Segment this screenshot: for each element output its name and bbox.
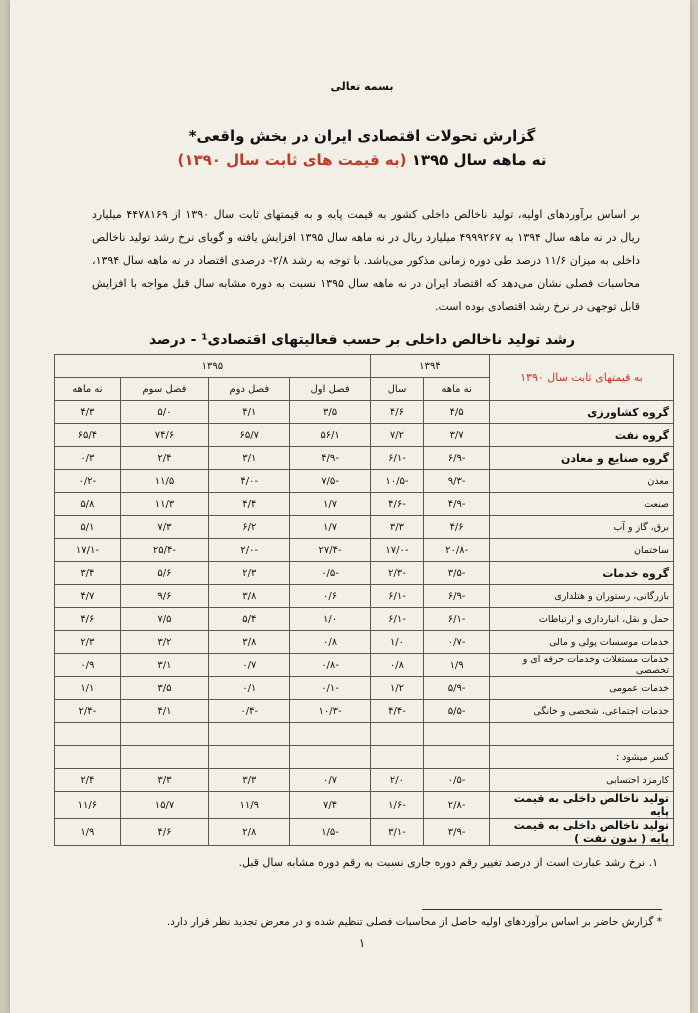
- table-cell: -۰/۵: [424, 769, 490, 792]
- table-cell: -۵/۹: [424, 677, 490, 700]
- table-cell: -۷/۵: [290, 470, 370, 493]
- table-cell: ۲/۴: [120, 447, 208, 470]
- table-cell: ۳/۴: [55, 562, 121, 585]
- table-cell: ۴/۵: [424, 401, 490, 424]
- period-header: فصل سوم: [120, 378, 208, 401]
- table-cell: -۶/۱: [424, 608, 490, 631]
- row-label: گروه صنایع و معادن: [490, 447, 674, 470]
- table-cell: ۳/۸: [209, 585, 290, 608]
- table-cell: ۱/۰: [290, 608, 370, 631]
- row-label: خدمات عمومی: [490, 677, 674, 700]
- table-cell: [370, 723, 424, 746]
- row-label: خدمات موسسات پولی و مالی: [490, 631, 674, 654]
- table-cell: ۳/۵: [290, 401, 370, 424]
- table-row: [55, 447, 674, 470]
- table-cell: -۶/۹: [424, 447, 490, 470]
- intro-paragraph: بر اساس برآوردهای اولیه، تولید ناخالص داخلی کشور به قیمت پایه و به قیمتهای ثابت سال ۱۳۹۰ از ۴۴۷۸۱۶۹ میلیارد ریال در نه ماهه سال ۱۳۹۴ به ۴۹۹۹۲۶۷ میلیارد ریال در نه ماهه سال ۱۳۹۵ افزایش یافته و گویای نرخ رشد تولید ناخالص داخلی به میزان ۱۱/۶ درصد طی دوره زمانی مذکور می‌باشد. با توجه به رشد ۲/۸- درصدی اقتصاد در نه ماهه سال ۱۳۹۴، محاسبات فصلی نشان می‌دهد که اقتصاد ایران در نه ماهه سال ۱۳۹۵ نسبت به دوره مشابه سال قبل مواجه با افزایش قابل توجهی در نرخ رشد اقتصادی بوده است.: [92, 208, 641, 313]
- year-1394-header: ۱۳۹۴: [370, 355, 489, 378]
- table-cell: [120, 723, 208, 746]
- table-cell: ۰/۸: [370, 654, 424, 677]
- table-cell: ۴/۶: [120, 819, 208, 846]
- row-label: معدن: [490, 470, 674, 493]
- table-cell: ۷/۳: [120, 516, 208, 539]
- table-cell: ۲/۰: [370, 769, 424, 792]
- table-cell: -۰/۲: [55, 470, 121, 493]
- table-cell: [424, 723, 490, 746]
- table-cell: [290, 746, 370, 769]
- table-cell: -۰/۸: [290, 654, 370, 677]
- table-cell: -۲۷/۴: [290, 539, 370, 562]
- table-cell: [55, 723, 121, 746]
- period-header: فصل دوم: [209, 378, 290, 401]
- table-cell: -۲/۴: [55, 700, 121, 723]
- table-cell: -۶/۱: [370, 608, 424, 631]
- table-row: [55, 516, 674, 539]
- table-cell: ۵/۱: [55, 516, 121, 539]
- row-label: گروه خدمات: [490, 562, 674, 585]
- table-cell: -۳/۵: [424, 562, 490, 585]
- table-cell: ۶۵/۴: [55, 424, 121, 447]
- table-cell: -۴/۰: [209, 470, 290, 493]
- table-cell: ۲/۴: [55, 769, 121, 792]
- table-cell: -۴/۹: [290, 447, 370, 470]
- table-cell: ۷/۲: [370, 424, 424, 447]
- row-label: تولید ناخالص داخلی به قیمت پایه: [490, 792, 674, 819]
- table-cell: ۷۴/۶: [120, 424, 208, 447]
- table-cell: ۴/۳: [55, 401, 121, 424]
- table-cell: ۶/۲: [209, 516, 290, 539]
- row-label: گروه نفت: [490, 424, 674, 447]
- table-cell: ۱/۷: [290, 493, 370, 516]
- table-cell: ۷/۵: [120, 608, 208, 631]
- table-cell: ۵۶/۱: [290, 424, 370, 447]
- footnote-divider: [422, 909, 662, 910]
- table-cell: ۵/۰: [120, 401, 208, 424]
- period-header: نه ماهه: [55, 378, 121, 401]
- table-cell: [290, 723, 370, 746]
- table-cell: ۵/۶: [120, 562, 208, 585]
- table-cell: -۴/۴: [370, 700, 424, 723]
- table-row: [55, 401, 674, 424]
- table-cell: -۶/۹: [424, 585, 490, 608]
- row-label: ساختمان: [490, 539, 674, 562]
- table-cell: ۱/۹: [55, 819, 121, 846]
- row-label: خدمات اجتماعی، شخصی و خانگی: [490, 700, 674, 723]
- table-row: [55, 700, 674, 723]
- row-label: بازرگانی، رستوران و هتلداری: [490, 585, 674, 608]
- table-row: [55, 585, 674, 608]
- table-cell: -۴/۹: [424, 493, 490, 516]
- table-cell: ۰/۶: [290, 585, 370, 608]
- table-cell: ۱۵/۷: [120, 792, 208, 819]
- table-cell: -۱۷/۰: [370, 539, 424, 562]
- table-cell: [370, 746, 424, 769]
- table-cell: ۴/۶: [424, 516, 490, 539]
- table-row: [55, 769, 674, 792]
- report-subtitle: [62, 151, 662, 169]
- table-cell: -۲۵/۴: [120, 539, 208, 562]
- table-cell: ۴/۶: [370, 401, 424, 424]
- table-cell: ۱/۰: [370, 631, 424, 654]
- table-cell: ۳/۱: [209, 447, 290, 470]
- report-page: [62, 70, 669, 950]
- row-label: کارمزد احتسابی: [490, 769, 674, 792]
- table-row: [55, 539, 674, 562]
- table-cell: ۴/۴: [209, 493, 290, 516]
- row-label: خدمات مستغلات وخدمات حرفه ای و تخصصی: [490, 654, 674, 677]
- table-cell: ۵/۸: [55, 493, 121, 516]
- table-cell: ۴/۷: [55, 585, 121, 608]
- table-cell: [120, 746, 208, 769]
- table-cell: ۳/۳: [209, 769, 290, 792]
- table-cell: ۱۱/۹: [209, 792, 290, 819]
- table-cell: -۱۰/۳: [290, 700, 370, 723]
- table-cell: [209, 746, 290, 769]
- table-cell: ۰/۱: [209, 677, 290, 700]
- table-cell: -۲/۰: [209, 539, 290, 562]
- year-1395-header: ۱۳۹۵: [55, 355, 371, 378]
- table-row: [55, 470, 674, 493]
- table-cell: -۶/۱: [370, 585, 424, 608]
- period-header: سال: [370, 378, 424, 401]
- table-cell: [55, 746, 121, 769]
- table-cell: ۵/۴: [209, 608, 290, 631]
- table-row: [55, 424, 674, 447]
- table-row: [55, 819, 674, 846]
- table-cell: -۰/۱: [290, 677, 370, 700]
- table-cell: -۱/۶: [370, 792, 424, 819]
- table-row: [55, 677, 674, 700]
- table-cell: ۰/۷: [209, 654, 290, 677]
- table-row: [55, 746, 674, 769]
- table-cell: -۹/۳: [424, 470, 490, 493]
- basmala: بسمه تعالی: [330, 80, 394, 93]
- table-cell: ۱/۷: [290, 516, 370, 539]
- table-cell: -۰/۷: [424, 631, 490, 654]
- table-cell: ۰/۳: [55, 447, 121, 470]
- period-header: فصل اول: [290, 378, 370, 401]
- table-cell: -۱۰/۵: [370, 470, 424, 493]
- subtitle-highlight: (به قیمت های ثابت سال ۱۳۹۰): [177, 151, 407, 169]
- table-cell: ۴/۶: [55, 608, 121, 631]
- table-cell: ۳/۱: [120, 654, 208, 677]
- page-number: ۱: [358, 936, 366, 950]
- table-title: رشد تولید ناخالص داخلی بر حسب فعالیتهای اقتصادی¹ - درصد: [148, 332, 576, 348]
- table-cell: ۳/۲: [120, 631, 208, 654]
- table-cell: ۴/۱: [120, 700, 208, 723]
- table-row: [55, 723, 674, 746]
- table-cell: ۱/۲: [370, 677, 424, 700]
- report-title: گزارش تحولات اقتصادی ایران در بخش واقعی*: [188, 127, 536, 145]
- table-header-years: [55, 355, 674, 378]
- table-cell: ۰/۸: [290, 631, 370, 654]
- row-label: صنعت: [490, 493, 674, 516]
- table-cell: -۵/۵: [424, 700, 490, 723]
- table-cell: [209, 723, 290, 746]
- row-label: [490, 723, 674, 746]
- table-cell: -۱۷/۱: [55, 539, 121, 562]
- table-row: [55, 608, 674, 631]
- row-label: تولید ناخالص داخلی به قیمت پایه ( بدون نفت ): [490, 819, 674, 846]
- gdp-growth-table: [54, 354, 674, 846]
- table-cell: -۶/۱: [370, 447, 424, 470]
- table-cell: ۱/۱: [55, 677, 121, 700]
- row-label: گروه کشاورزی: [490, 401, 674, 424]
- table-note: ۱. نرخ رشد عبارت است از درصد تغییر رقم دوره جاری نسبت به رقم دوره مشابه سال قبل.: [238, 856, 658, 869]
- table-cell: ۳/۸: [209, 631, 290, 654]
- row-label: حمل و نقل، انبارداری و ارتباطات: [490, 608, 674, 631]
- table-cell: ۶۵/۷: [209, 424, 290, 447]
- table-cell: ۰/۹: [55, 654, 121, 677]
- table-cell: ۳/۷: [424, 424, 490, 447]
- table-cell: ۰/۷: [290, 769, 370, 792]
- table-cell: -۲/۳: [370, 562, 424, 585]
- footnote: * گزارش حاضر بر اساس برآوردهای اولیه حاصل از محاسبات فصلی تنظیم شده و در معرض تجدید نظر قرار دارد.: [166, 916, 662, 928]
- table-cell: ۱۱/۶: [55, 792, 121, 819]
- table-cell: ۱۱/۳: [120, 493, 208, 516]
- table-cell: ۴/۱: [209, 401, 290, 424]
- table-row: [55, 792, 674, 819]
- table-cell: ۱۱/۵: [120, 470, 208, 493]
- table-corner-label: به قیمتهای ثابت سال ۱۳۹۰: [490, 355, 674, 401]
- table-cell: ۷/۴: [290, 792, 370, 819]
- subtitle-prefix: نه ماهه سال ۱۳۹۵: [406, 151, 547, 169]
- table-cell: -۱/۵: [290, 819, 370, 846]
- table-cell: ۹/۶: [120, 585, 208, 608]
- table-cell: -۳/۱: [370, 819, 424, 846]
- row-label: کسر میشود :: [490, 746, 674, 769]
- table-cell: ۲/۳: [209, 562, 290, 585]
- table-cell: ۳/۵: [120, 677, 208, 700]
- table-cell: -۰/۵: [290, 562, 370, 585]
- table-cell: -۲۰/۸: [424, 539, 490, 562]
- table-cell: -۴/۶: [370, 493, 424, 516]
- table-row: [55, 631, 674, 654]
- table-body: [55, 401, 674, 846]
- table-cell: -۰/۴: [209, 700, 290, 723]
- table-cell: ۲/۳: [55, 631, 121, 654]
- table-row: [55, 562, 674, 585]
- period-header: نه ماهه: [424, 378, 490, 401]
- table-cell: -۲/۸: [424, 792, 490, 819]
- table-cell: ۳/۳: [370, 516, 424, 539]
- paper-sheet: [10, 0, 690, 1013]
- table-cell: [424, 746, 490, 769]
- table-cell: ۱/۹: [424, 654, 490, 677]
- row-label: برق، گاز و آب: [490, 516, 674, 539]
- table-cell: ۲/۸: [209, 819, 290, 846]
- table-row: [55, 493, 674, 516]
- table-row: [55, 654, 674, 677]
- table-cell: -۳/۹: [424, 819, 490, 846]
- table-cell: ۳/۳: [120, 769, 208, 792]
